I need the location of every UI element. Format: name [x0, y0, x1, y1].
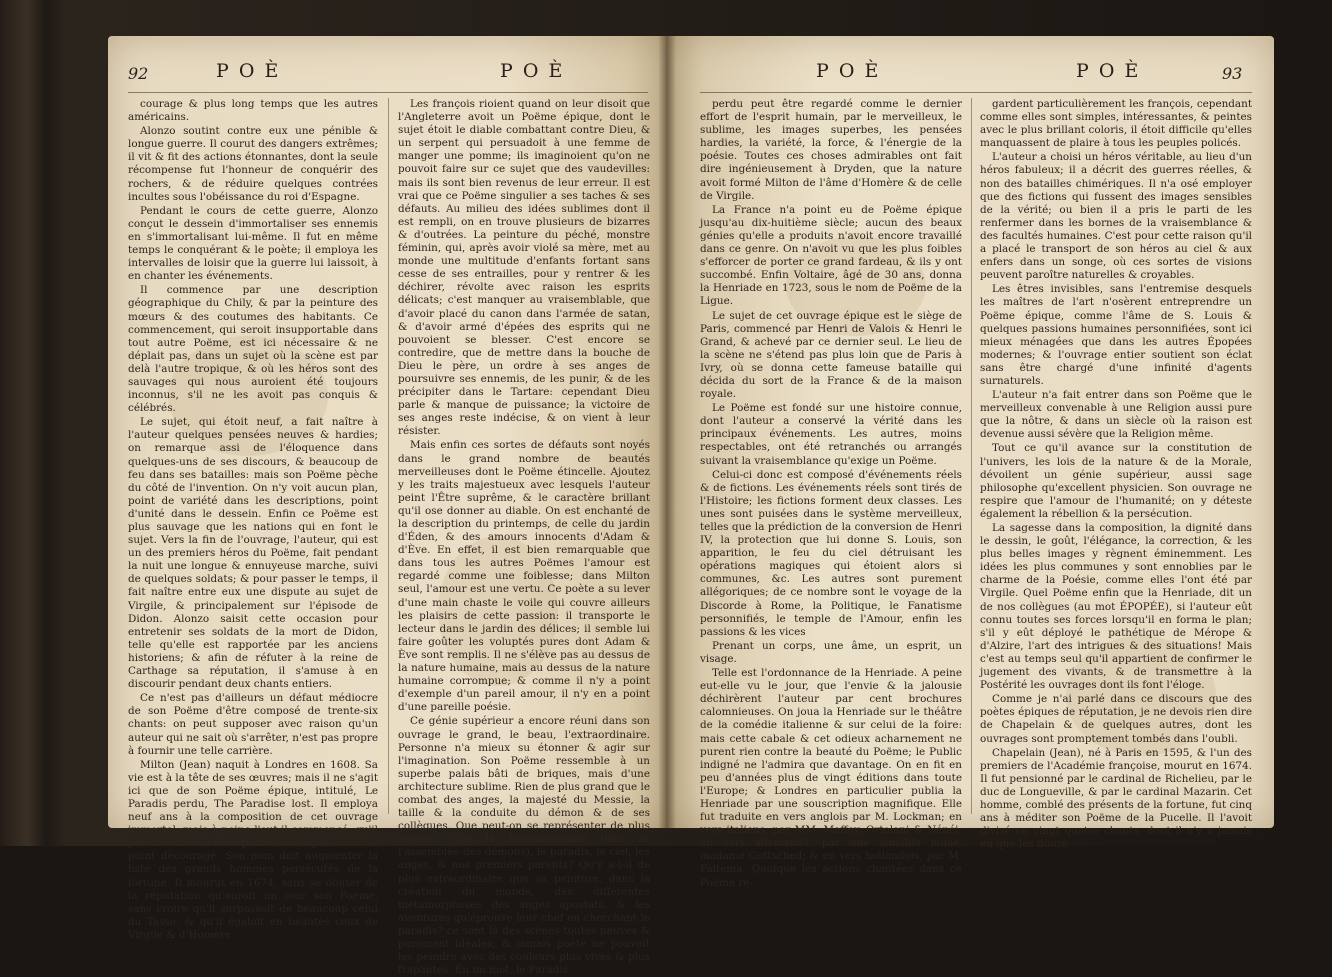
- paragraph: Pendant le cours de cette guerre, Alonzo conçut le dessein d'immortaliser ses ennemis en s'immortalisant lui-même. Il fut en même temps le conquérant & le poète; il employa les intervalles de loisir que la guerre lui laissoit, à en chanter les événements.: [128, 204, 378, 283]
- column-divider: [388, 98, 389, 814]
- book-gutter: [658, 36, 676, 828]
- paragraph: Comme je n'ai parlé dans ce discours que des poètes épiques de réputation, je ne devois rien dire de Chapelain & de quelques autres, dont les ouvrages sont promptement tombés dans l'oubli.: [980, 693, 1252, 745]
- paragraph: Telle est l'ordonnance de la Henriade. A peine eut-elle vu le jour, que l'envie & la jalousie déchirèrent l'auteur par cent brochures calomnieuses. On joua la Henriade sur le théâtre de la comédie italienne & sur celui de la foire: mais cette cabale & cet odieux acharnement ne purent rien contre la beauté du Poëme; le Public indigné ne l'admira que davantage. On en fit en peu d'années plus de vingt éditions dans toute l'Europe; & Londres en particulier publia la Henriade par une souscription magnifique. Elle fut traduite en vers anglois par M. Lockman; en vers italiens, par MM. Maffey, Ortolani & Nénéi; en vers allemands, par une aimable muse, madame Gottsched; & en vers hollandois, par M. Faitema. Quoique les actions chantées dans ce Poëme re-: [700, 667, 962, 889]
- paragraph: perdu peut être regardé comme le dernier effort de l'esprit humain, par le merveilleux, le sublime, les images superbes, les pensées hardies, la variété, la force, & l'énergie de la poésie. Toutes ces choses admirables ont fait dire ingénieusement à Dryden, que la nature avoit formé Milton de l'âme d'Homère & de celle de Virgile.: [700, 98, 962, 202]
- text-column-right-1: [700, 98, 962, 889]
- text-column-left-1: [128, 98, 378, 941]
- paragraph: Celui-ci donc est composé d'événements réels & de fictions. Les événements réels sont tirés de l'Histoire; les fictions forment deux classes. Les unes sont puisées dans le système merveilleux, telles que la prédiction de la conversion de Henri IV, la protection que lui donne S. Louis, son apparition, le feu du ciel détruisant les opérations magiques qui étoient alors si communes, &c. Les autres sont purement allégoriques; de ce nombre sont le voyage de la Discorde à Rome, la Politique, le Fanatisme personnifiés, le temple de l'Amour, enfin les passions & les vices: [700, 468, 962, 638]
- paragraph: Ce n'est pas d'ailleurs un défaut médiocre de son Poëme d'être composé de trente-six chants: on peut supposer avec raison qu'un auteur qui ne sait où s'arrêter, n'est pas propre à fournir une telle carrière.: [128, 692, 378, 757]
- paragraph: courage & plus long temps que les autres américains.: [128, 98, 378, 124]
- paragraph: Le sujet de cet ouvrage épique est le siège de Paris, commencé par Henri de Valois & Henri le Grand, & achevé par ce dernier seul. Le lieu de la scène ne s'étend pas plus loin que de Paris à Ivry, où se donna cette fameuse bataille qui décida du sort de la France & de la maison royale.: [700, 309, 962, 401]
- running-header-right-1: P O È: [816, 60, 881, 82]
- header-rule: [128, 92, 648, 93]
- left-page: [108, 36, 674, 977]
- paragraph: Mais enfin ces sortes de défauts sont noyés dans le grand nombre de beautés merveilleuses dont le Poëme étincelle. Ajoutez y les traits majestueux avec lesquels l'auteur peint l'Être suprême, & le caractère brillant qu'il ose donner au diable. On est enchanté de la description du printemps, de celle du jardin d'Éden, & des amours innocents d'Adam & d'Ève. En effet, il est bien remarquable que dans tous les autres Poëmes l'amour est regardé comme une foiblesse; dans Milton seul, l'amour est une vertu. Ce poète a su lever d'une main chaste le voile qui couvre ailleurs les plaisirs de cette passion: il transporte le lecteur dans le jardin des délices; il semble lui faire goûter les voluptés pures dont Adam & Ève sont remplis. Il ne s'élève pas au dessus de la nature humaine, mais au dessus de la nature humaine corrompue; & comme il n'y a point d'exemple d'un pareil amour, il n'y en a point d'une pareille poésie.: [398, 439, 650, 714]
- paragraph: La sagesse dans la composition, la dignité dans le dessin, le goût, l'élégance, la correction, & les plus belles images y règnent éminemment. Les idées les plus communes y sont ennoblies par le charme de la Poésie, comme elles l'ont été par Virgile. Quel Poëme enfin que la Henriade, dit un de nos collègues (au mot ÉPOPÉE), si l'auteur eût connu toutes ses forces lorsqu'il en forma le plan; s'il y eût déployé le pathétique de Mérope & d'Alzire, l'art des intrigues & des situations! Mais c'est au temps seul qu'il appartient de confirmer le jugement des vivants, & de transmettre à la Postérité les ouvrages dont ils font l'éloge.: [980, 522, 1252, 692]
- paragraph: Milton (Jean) naquit à Londres en 1608. Sa vie est à la tête de ses œuvres; mais il ne s'agit ici que de son Poëme épique, intitulé, Le Paradis perdu, The Paradise lost. Il employa neuf ans à la composition de cet ouvrage immortel; mais à peine l'eut-il commencé, qu'il perdit la vûe. Il étoit pauvre, aveugle, & ne fut point découragé. Son nom doit augmenter la liste des grands hommes persécutés de la fortune. Il mourut en 1674, sans se douter de la réputation qu'auroit un jour son Poëme, sans croire qu'il surpassoit de beaucoup celui du Tasse, & qu'il égaloit en beautés ceux de Virgile & d'Homère.: [128, 758, 378, 941]
- paragraph: gardent particulièrement les françois, cependant comme elles sont simples, intéressantes, & peintes avec le plus brillant coloris, il étoit difficile qu'elles manquassent de plaire à tous les peuples policés.: [980, 98, 1252, 150]
- text-column-right-2: [980, 98, 1252, 851]
- page-number-left: 92: [128, 64, 149, 83]
- paragraph: Alonzo soutint contre eux une pénible & longue guerre. Il courut des dangers extrêmes; il vit & fit des actions étonnantes, dont la seule récompense fut l'honneur de conquérir des rochers, & de réduire quelques contrées incultes sous l'obéissance du roi d'Espagne.: [128, 125, 378, 203]
- paragraph: Ce génie supérieur a encore réuni dans son ouvrage le grand, le beau, l'extraordinaire. Personne n'a mieux su étonner & agir sur l'imagination. Son Poëme ressemble à un superbe palais bâti de briques, mais d'une architecture sublime. Rien de plus grand que le combat des anges, la majesté du Messie, la taille & la conduite du démon & de ses collègues. Que peut-on se représenter de plus auguste que le Pandæmonium (lieu de l'assemblée des démons), le paradis, le ciel, les anges, & nos premiers parents? Qu'y a-t-il de plus extraordinaire que sa peinture, dans la création du monde, des différentes métamorphoses des anges apostats, & les aventures qu'éprouve leur chef en cherchant le paradis? ce sont là des scènes toutes neuves & purement idéales; & jamais poète ne pouvoit les peindre avec des couleurs plus vives & plus frapantes. En un mot, le Paradis: [398, 715, 650, 977]
- paragraph: Il commence par une description géographique du Chily, & par la peinture des mœurs & des coutumes des habitants. Ce commencement, qui seroit insupportable dans tout autre Poëme, est ici nécessaire & ne déplait pas, dans un sujet où la scène est par delà l'autre tropique, & où les héros sont des sauvages qui nous auroient été toujours inconnus, s'il ne les avoit pas conquis & célébrés.: [128, 284, 378, 415]
- paragraph: Chapelain (Jean), né à Paris en 1595, & l'un des premiers de l'Académie françoise, mourut en 1674. Il fut pensionné par le cardinal de Richelieu, par le duc de Longueville, & par le cardinal Mazarin. Cet homme, comblé des présents de la fortune, fut cinq ans à méditer son Poëme de la Pucelle. Il l'avoit divisé en vingt quatre chants, dont il n'y a jamais eu que les douze: [980, 746, 1252, 851]
- running-header-left-1: P O È: [216, 60, 281, 82]
- paragraph: Prenant un corps, une âme, un esprit, un visage.: [700, 639, 962, 665]
- right-page: [666, 36, 1274, 889]
- paragraph: Le Poëme est fondé sur une histoire connue, dont l'auteur a conservé la vérité dans les principaux événements. Les autres, moins respectables, ont été retranchés ou arrangés suivant la vraisemblance qu'exige un Poëme.: [700, 402, 962, 467]
- running-header-right-2: P O È: [1076, 60, 1141, 82]
- header-rule: [700, 92, 1252, 93]
- paragraph: Les êtres invisibles, sans l'entremise desquels les maîtres de l'art n'osèrent entreprendre un Poëme épique, comme l'âme de S. Louis & quelques passions humaines personnifiées, sont ici mieux ménagées que dans les autres Épopées modernes; & l'ouvrage entier soutient son éclat sans être chargé d'une infinité d'agents surnaturels.: [980, 283, 1252, 387]
- column-divider: [971, 98, 972, 814]
- text-column-left-2: [398, 98, 650, 977]
- paragraph: Tout ce qu'il avance sur la constitution de l'univers, les lois de la nature & de la Morale, dévoilent un génie supérieur, aussi sage philosophe qu'excellent physicien. Son ouvrage ne respire que l'amour de l'humanité; on y déteste également la rébellion & la persécution.: [980, 442, 1252, 520]
- paragraph: L'auteur n'a fait entrer dans son Poëme que le merveilleux convenable à une Religion aussi pure que la nôtre, & dans un siècle où la raison est devenue aussi sévère que la Religion même.: [980, 389, 1252, 441]
- paragraph: Les françois rioient quand on leur disoit que l'Angleterre avoit un Poëme épique, dont le sujet étoit le diable combattant contre Dieu, & un serpent qui persuadoit à une femme de manger une pomme; ils imaginoient qu'on ne pouvoit faire sur ce sujet que des vaudevilles: mais ils sont bien revenus de leur erreur. Il est vrai que ce Poëme singulier a ses taches & ses défauts. Au milieu des idées sublimes dont il est rempli, on en trouve plusieurs de bizarres & d'outrées. La peinture du péché, monstre féminin, qui, après avoir violé sa mère, met au monde une multitude d'enfants fortant sans cesse de ses entrailles, pour y rentrer & les déchirer, révolte avec raison les esprits délicats; c'est manquer au vraisemblable, que d'avoir placé du canon dans l'armée de satan, & d'avoir armé d'épées des esprits qui ne pouvoient se blesser. C'est encore se contredire, que de mettre dans la bouche de Dieu le père, un ordre à ses anges de poursuivre ses ennemis, de les punir, & de les précipiter dans le Tartare: cependant Dieu parle & manque de puissance; la victoire de ses anges reste indécise, & on vient à leur résister.: [398, 98, 650, 438]
- running-header-left-2: P O È: [500, 60, 565, 82]
- paragraph: L'auteur a choisi un héros véritable, au lieu d'un héros fabuleux; il a décrit des guerres réelles, & non des batailles chimériques. Il n'a osé employer que des fictions qui fussent des images sensibles de la vérité; ou bien il a pris le parti de les renfermer dans les bornes de la vraisemblance & des facultés humaines. C'est pour cette raison qu'il a placé le transport de son héros au ciel & aux enfers dans un songe, où ces sortes de visions peuvent paroître naturelles & croyables.: [980, 151, 1252, 282]
- paragraph: Le sujet, qui étoit neuf, a fait naître à l'auteur quelques pensées neuves & hardies; on remarque assi de l'éloquence dans quelques-uns de ses discours, & beaucoup de feu dans ses batailles: mais son Poëme pèche du côté de l'invention. On n'y voit aucun plan, point de variété dans les descriptions, point d'unité dans le dessein. Enfin ce Poëme est plus sauvage que les nations qui en font le sujet. Vers la fin de l'ouvrage, l'auteur, qui est un des premiers héros du Poëme, fait pendant la nuit une longue & ennuyeuse marche, suivi de quelques soldats; & pour passer le temps, il fait naître entre eux une dispute au sujet de Virgile, & principalement sur l'épisode de Didon. Alonzo saisit cette occasion pour entretenir ses soldats de la mort de Didon, telle qu'elle est rapportée par les anciens historiens; & afin de réfuter à la reine de Carthage sa réputation, il s'amuse à en discourir pendant deux chants entiers.: [128, 416, 378, 691]
- paragraph: La France n'a point eu de Poëme épique jusqu'au dix-huitième siècle; aucun des beaux génies qu'elle a produits n'avoit encore travaillé dans ce genre. On n'avoit vu que les plus foibles s'efforcer de porter ce grand fardeau, & ils y ont succombé. Enfin Voltaire, âgé de 30 ans, donna la Henriade en 1723, sous le nom de Poëme de la Ligue.: [700, 203, 962, 308]
- page-number-right: 93: [1222, 64, 1243, 83]
